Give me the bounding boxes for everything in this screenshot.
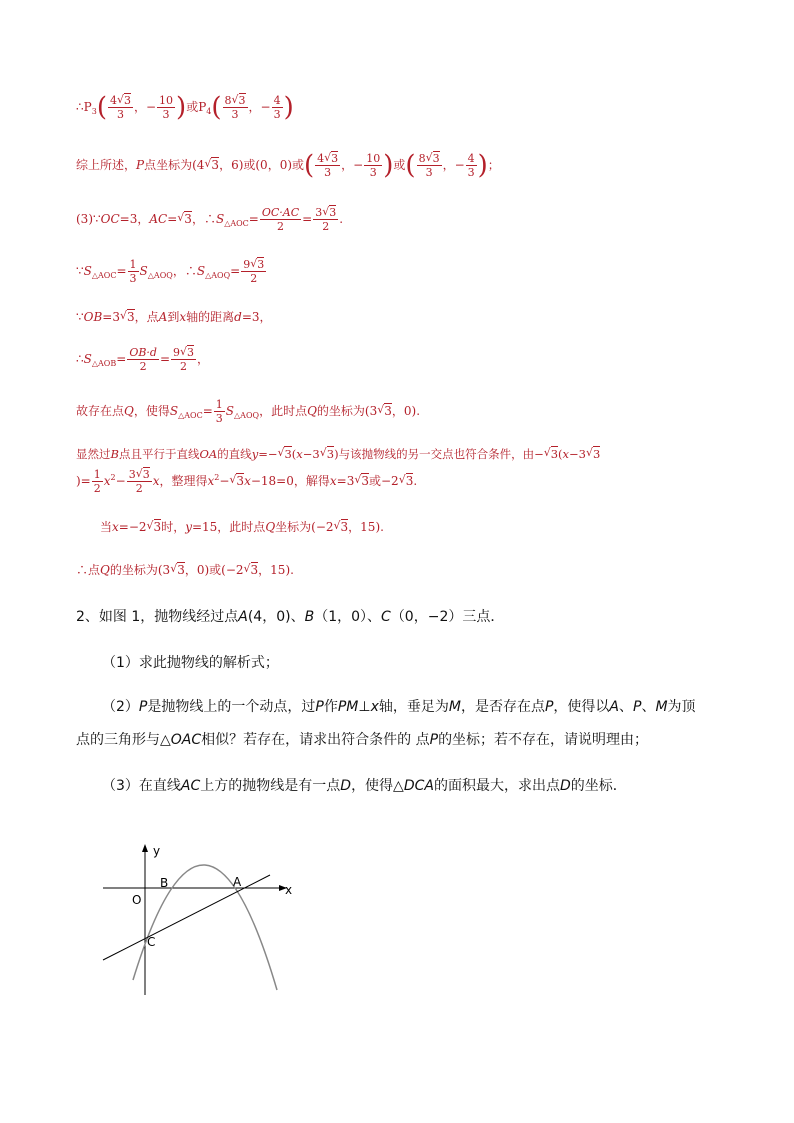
radicand: 3 xyxy=(405,474,414,488)
text: ，∴ xyxy=(172,264,197,278)
var: S xyxy=(139,264,148,278)
radicand: 3 xyxy=(184,212,192,226)
text: （1，0）、 xyxy=(314,609,382,625)
y-axis-arrow xyxy=(142,844,148,852)
text: 的坐标． xyxy=(570,778,627,794)
var: S xyxy=(225,404,235,418)
text: ，使得以 xyxy=(553,699,610,715)
var: P xyxy=(315,699,324,715)
var: P xyxy=(632,699,642,715)
var: x xyxy=(244,474,251,488)
text: )与该抛物线的另一交点也符合条件，由− xyxy=(334,447,544,461)
text: ，使得△ xyxy=(351,778,404,794)
subscript: 3 xyxy=(91,107,97,116)
radicand: 3 xyxy=(326,447,335,461)
solution-line-ob xyxy=(76,308,272,325)
text: 或P xyxy=(186,100,207,114)
text: 的直线 xyxy=(217,447,252,461)
text: (3)∵ xyxy=(76,212,101,226)
paren: ) xyxy=(283,92,294,123)
paren: ) xyxy=(383,150,394,181)
text: = xyxy=(302,212,313,226)
var: OC xyxy=(100,212,120,226)
var: M xyxy=(448,699,461,715)
paren: ( xyxy=(405,150,416,181)
text: ( xyxy=(291,447,297,461)
solution-line-part3 xyxy=(76,206,343,233)
radicand: 3 xyxy=(340,520,349,534)
label-c: C xyxy=(147,935,156,949)
text: 的面积最大，求出点 xyxy=(433,778,560,794)
num: 1 xyxy=(215,398,223,411)
paren: ( xyxy=(96,92,107,123)
num: 1 xyxy=(93,468,101,481)
fraction xyxy=(127,346,159,373)
radicand: 3 xyxy=(238,94,246,107)
text: = xyxy=(167,212,178,226)
var: D xyxy=(559,778,571,794)
den: 3 xyxy=(129,272,137,285)
text: )= xyxy=(76,474,91,488)
radicand: 3 xyxy=(432,152,440,165)
var: x xyxy=(207,474,215,488)
text: 故存在点 xyxy=(76,404,125,418)
paren: ) xyxy=(477,150,488,181)
text: ，点 xyxy=(134,310,159,324)
text: 作 xyxy=(323,699,338,715)
text: 轴，垂足为 xyxy=(378,699,449,715)
text: ，− xyxy=(133,100,157,114)
superscript: 2 xyxy=(110,473,116,482)
text: =3， xyxy=(119,212,150,226)
var: S xyxy=(196,264,206,278)
var: x xyxy=(562,447,570,461)
num: 4 xyxy=(109,94,117,107)
label-o: O xyxy=(132,893,142,907)
den: 3 xyxy=(467,166,475,179)
var: S xyxy=(215,212,225,226)
parabola-curve xyxy=(133,865,277,990)
fraction xyxy=(223,94,248,121)
var: DCA xyxy=(403,778,434,794)
var: PM xyxy=(337,699,359,715)
num: 3 xyxy=(128,468,136,481)
text: 2、如图 1，抛物线经过点 xyxy=(76,609,239,625)
den: 2 xyxy=(277,220,284,233)
text: =− xyxy=(258,447,278,461)
paren: ( xyxy=(211,92,222,123)
text: ∴P xyxy=(76,100,92,114)
radicand: 3 xyxy=(153,520,162,534)
var: P xyxy=(429,732,439,748)
text: (4，0)、 xyxy=(247,609,305,625)
den: 2 xyxy=(93,482,101,495)
parabola-figure xyxy=(95,840,305,1000)
fraction xyxy=(260,206,301,233)
superscript: 2 xyxy=(214,473,220,482)
num: 4 xyxy=(317,152,325,165)
text: =3 xyxy=(336,474,355,488)
text: 的坐标为(3 xyxy=(109,563,171,577)
text: ，15). xyxy=(348,520,384,534)
fraction xyxy=(315,152,340,179)
label-y: y xyxy=(153,844,161,858)
text: 、 xyxy=(618,699,633,715)
text: ， xyxy=(197,352,210,366)
text: = xyxy=(202,404,213,418)
den: 2 xyxy=(180,360,188,373)
den: 3 xyxy=(215,412,223,425)
text: ∵ xyxy=(76,310,84,324)
text: 轴的距离 xyxy=(186,310,235,324)
num: 9 xyxy=(173,346,181,359)
var: Q xyxy=(265,520,276,534)
radicand: 3 xyxy=(329,206,337,219)
text: = xyxy=(248,212,259,226)
problem-question-2-line-1 xyxy=(102,696,696,716)
den: 2 xyxy=(250,272,258,285)
num: 8 xyxy=(418,152,426,165)
num: 10 xyxy=(159,94,174,107)
den: 3 xyxy=(324,166,332,179)
text: =3 xyxy=(102,310,120,324)
subscript: 4 xyxy=(206,107,212,116)
subscript: △AOC xyxy=(91,271,117,280)
subscript: △AOB xyxy=(91,359,117,368)
radicand: 3 xyxy=(177,563,185,577)
solution-line-exists-q xyxy=(76,398,420,425)
var: A xyxy=(158,310,168,324)
var: Q xyxy=(307,404,317,418)
var: S xyxy=(83,264,92,278)
var: d xyxy=(234,310,242,324)
fraction xyxy=(417,152,442,179)
fraction xyxy=(313,206,338,233)
fraction xyxy=(128,258,139,285)
var: x xyxy=(329,474,337,488)
text: ，− xyxy=(248,100,271,114)
var: A xyxy=(238,609,248,625)
problem-question-3 xyxy=(102,775,627,795)
text: 或 xyxy=(393,158,406,172)
text: 、 xyxy=(641,699,656,715)
var: C xyxy=(381,609,391,625)
radicand: 3 xyxy=(211,158,220,172)
radicand: 3 xyxy=(187,346,195,359)
radicand: 3 xyxy=(361,474,369,488)
text: . xyxy=(413,474,418,488)
radicand: 3 xyxy=(284,447,292,461)
radicand: 3 xyxy=(123,94,131,107)
text: 综上所述， xyxy=(76,158,137,172)
radicand: 3 xyxy=(331,152,339,165)
var: B xyxy=(110,447,119,461)
var: x xyxy=(152,474,160,488)
var: OA xyxy=(199,447,218,461)
text: = xyxy=(116,352,127,366)
solution-line-equation xyxy=(76,468,417,495)
text: ； xyxy=(487,158,500,172)
fraction xyxy=(171,346,196,373)
text: = xyxy=(230,264,241,278)
var: Q xyxy=(124,404,134,418)
text: ，此时点 xyxy=(259,404,308,418)
text: ∵ xyxy=(76,264,84,278)
num: OC·AC xyxy=(261,206,300,219)
text: 点且平行于直线 xyxy=(118,447,200,461)
fraction xyxy=(108,94,133,121)
text: （2） xyxy=(102,699,139,715)
text: . xyxy=(339,212,344,226)
var: x xyxy=(179,310,187,324)
solution-line-conclusion xyxy=(76,561,294,578)
text: 点坐标为(4 xyxy=(144,158,205,172)
var: P xyxy=(138,699,148,715)
text: 为顶 xyxy=(667,699,696,715)
paren: ) xyxy=(176,92,187,123)
radicand: 3 xyxy=(592,447,601,461)
text: 坐标为(−2 xyxy=(275,520,334,534)
text: 点的三角形与△ xyxy=(76,732,171,748)
var: x xyxy=(296,447,303,461)
text: −3 xyxy=(569,447,586,461)
label-x: x xyxy=(285,883,293,897)
den: 3 xyxy=(116,108,124,121)
radicand: 3 xyxy=(384,404,392,418)
text: ( xyxy=(558,447,563,461)
text: （3）在直线 xyxy=(102,778,181,794)
subscript: △AOQ xyxy=(205,271,231,280)
den: 3 xyxy=(425,166,433,179)
var: A xyxy=(609,699,619,715)
radicand: 3 xyxy=(127,310,135,324)
text: 或−2 xyxy=(368,474,399,488)
var: P xyxy=(544,699,554,715)
radicand: 3 xyxy=(142,468,150,481)
solution-line-area-relation xyxy=(76,258,267,285)
solution-line-when-x xyxy=(100,518,384,535)
subscript: △AOQ xyxy=(234,411,260,420)
var: x xyxy=(103,474,111,488)
fraction xyxy=(127,468,152,495)
text: ⊥ xyxy=(358,699,371,715)
subscript: △AOQ xyxy=(147,271,173,280)
text: ，是否存在点 xyxy=(460,699,545,715)
text: ，0). xyxy=(391,404,421,418)
num: 10 xyxy=(366,152,381,165)
text: = xyxy=(116,264,127,278)
var: S xyxy=(83,352,92,366)
den: 2 xyxy=(135,482,143,495)
text: 是抛物线上的一个动点，过 xyxy=(147,699,316,715)
var: y xyxy=(185,520,192,534)
fraction xyxy=(241,258,266,285)
text: （0，−2）三点． xyxy=(390,609,505,625)
var: OAC xyxy=(170,732,202,748)
radicand: 3 xyxy=(257,258,265,271)
var: Q xyxy=(100,563,110,577)
radicand: 3 xyxy=(236,474,245,488)
var: y xyxy=(251,447,259,461)
text: 上方的抛物线是有一点 xyxy=(200,778,341,794)
text: 当 xyxy=(100,520,113,534)
num: 3 xyxy=(315,206,323,219)
var: D xyxy=(340,778,352,794)
text: ，整理得 xyxy=(159,474,208,488)
text: −3 xyxy=(302,447,320,461)
text: −18=0，解得 xyxy=(250,474,330,488)
text: =−2 xyxy=(118,520,147,534)
var: P xyxy=(136,158,145,172)
text: 显然过 xyxy=(76,447,111,461)
solution-line-p3-p4 xyxy=(76,94,294,121)
var: OB xyxy=(83,310,103,324)
den: 2 xyxy=(322,220,330,233)
text: ，使得 xyxy=(133,404,170,418)
radicand: 3 xyxy=(250,563,259,577)
fraction xyxy=(92,468,103,495)
var: B xyxy=(304,609,315,625)
text: 到 xyxy=(167,310,180,324)
num: 1 xyxy=(129,258,137,271)
text: ，− xyxy=(442,158,465,172)
num: 4 xyxy=(273,94,281,107)
text: ，0)或(−2 xyxy=(184,563,244,577)
var: x xyxy=(370,699,379,715)
text: （1）求此抛物线的解析式； xyxy=(102,655,279,671)
text: 的坐标；若不存在，请说明理由； xyxy=(438,732,649,748)
den: 3 xyxy=(369,166,377,179)
text: 时， xyxy=(161,520,186,534)
fraction xyxy=(157,94,175,121)
label-a: A xyxy=(233,875,242,889)
text: 相似？若存在，请求出符合条件的 点 xyxy=(201,732,430,748)
text: =15，此时点 xyxy=(191,520,266,534)
var: AC xyxy=(180,778,201,794)
den: 3 xyxy=(162,108,170,121)
problem-intro xyxy=(76,606,504,626)
text: ，6)或(0，0)或 xyxy=(219,158,305,172)
text: 的坐标为(3 xyxy=(316,404,378,418)
var: M xyxy=(655,699,668,715)
var: S xyxy=(169,404,179,418)
solution-line-summary xyxy=(76,152,500,179)
label-b: B xyxy=(160,876,169,890)
fraction xyxy=(364,152,382,179)
text: =3， xyxy=(241,310,272,324)
den: 2 xyxy=(139,360,147,373)
problem-question-1 xyxy=(102,652,279,672)
text: ，− xyxy=(341,158,364,172)
solution-line-parallel xyxy=(76,446,600,462)
fraction xyxy=(272,94,283,121)
var: AC xyxy=(149,212,168,226)
den: 3 xyxy=(273,108,281,121)
text: = xyxy=(159,352,171,366)
problem-question-2-line-2 xyxy=(76,729,648,749)
text: ∴点 xyxy=(76,563,101,577)
den: 3 xyxy=(231,108,239,121)
num: 9 xyxy=(243,258,251,271)
num: OB·d xyxy=(129,346,157,359)
paren: ( xyxy=(304,150,315,181)
text: ，∴ xyxy=(191,212,216,226)
solution-line-aob xyxy=(76,346,209,373)
var: x xyxy=(112,520,119,534)
text: − xyxy=(115,474,126,488)
fraction xyxy=(466,152,477,179)
num: 4 xyxy=(467,152,475,165)
fraction xyxy=(214,398,225,425)
text: ，15). xyxy=(258,563,294,577)
text: − xyxy=(219,474,230,488)
subscript: △AOC xyxy=(178,411,203,420)
num: 8 xyxy=(224,94,232,107)
text: ∴ xyxy=(76,352,84,366)
subscript: △AOC xyxy=(224,219,249,228)
radicand: 3 xyxy=(550,447,559,461)
